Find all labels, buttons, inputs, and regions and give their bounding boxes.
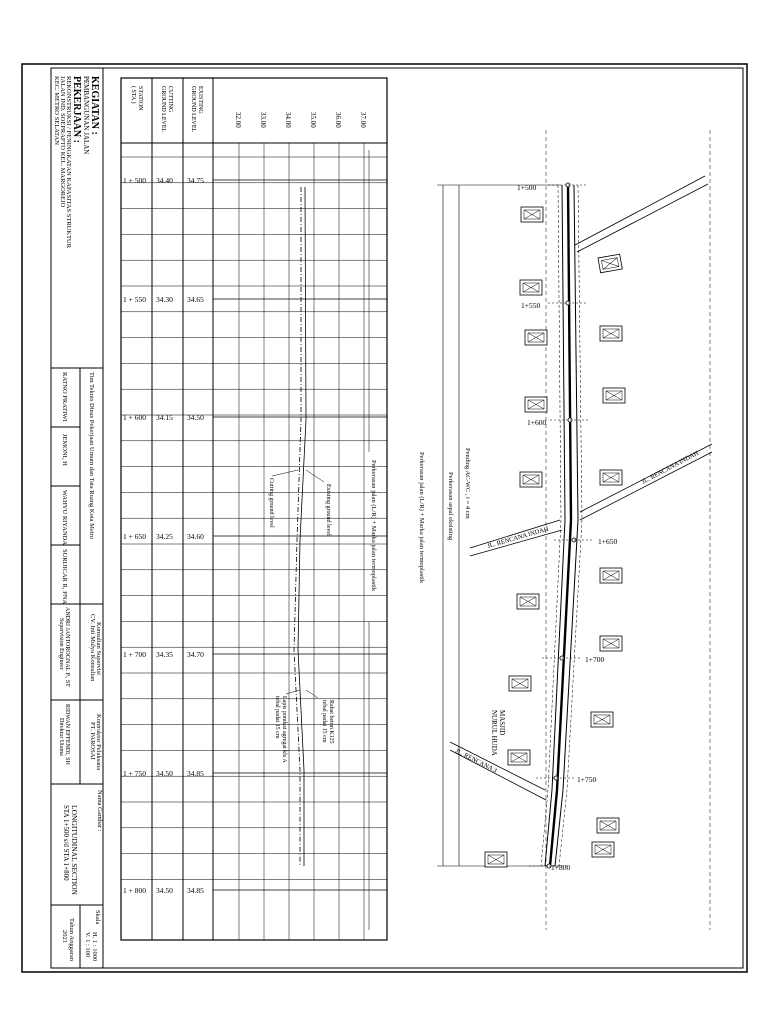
plan-station-label: 1+700 xyxy=(585,655,605,664)
plan-station-label: 1+650 xyxy=(598,537,618,546)
row-label-cutting: CUTTING xyxy=(167,86,173,113)
note-lapis: Lapis pondasi agregat kls A xyxy=(281,696,287,763)
contractor-line2: PT. PAROSAI xyxy=(89,722,96,760)
cutting-level-value: 34.50 xyxy=(156,886,173,895)
landmark-label: MASJID xyxy=(498,710,506,736)
elevation-ticks xyxy=(234,112,367,128)
title-block xyxy=(51,68,103,968)
elevation-tick-label: 34.00 xyxy=(284,112,292,128)
skala-h: H. 1 : 1000 xyxy=(91,932,98,962)
house-icon xyxy=(520,472,542,487)
house-icon xyxy=(521,207,543,222)
note-beton: Rabat beton K125 xyxy=(328,700,334,744)
row-label-existing: EXISTING xyxy=(197,86,203,114)
cutting-level-value: 34.30 xyxy=(156,295,173,304)
house-icon xyxy=(600,326,622,341)
plan-station-label: 1+750 xyxy=(577,775,597,784)
station-label: 1 + 650 xyxy=(123,532,146,541)
house-icon xyxy=(508,750,530,765)
elevation-tick-label: 33.00 xyxy=(259,112,267,128)
elevation-tick-label: 32.00 xyxy=(234,112,242,128)
tahun-value: 2021 xyxy=(61,930,68,943)
house-icon xyxy=(591,712,613,727)
house-icon xyxy=(525,330,547,345)
dinas-label: Tim Teknis Dinas Pekerjaan Umum dan Tata Ruang Kota Metro xyxy=(88,372,95,540)
existing-level-value: 34.75 xyxy=(187,176,204,185)
house-icon xyxy=(509,676,531,691)
existing-level-value: 34.60 xyxy=(187,532,204,541)
station-labels xyxy=(123,176,387,895)
plan-note-perkerasan: Perkerasan jalan (L/R) + Marka jalan termoplastik xyxy=(418,452,425,584)
cutting-level-value: 34.40 xyxy=(156,176,173,185)
existing-level-value: 34.70 xyxy=(187,650,204,659)
house-icon xyxy=(592,842,614,857)
house-icon xyxy=(525,397,547,412)
house-icon xyxy=(600,470,622,485)
row-label-station: ( STA ) xyxy=(130,86,136,104)
official-name: SURIJICAR R, PNA xyxy=(61,549,68,605)
existing-level-value: 34.50 xyxy=(187,413,204,422)
elevation-tick-label: 35.00 xyxy=(309,112,317,128)
house-icon xyxy=(598,254,622,273)
road-label: JL. RENCANA 3 xyxy=(454,747,498,775)
contractor-name: RIDWAN EFFENDI, SH xyxy=(64,704,70,765)
plan-note-pelebaran: Perkerasan aspal eksisting xyxy=(447,472,454,541)
row-label-station: STATION xyxy=(137,86,143,111)
station-label: 1 + 550 xyxy=(123,295,146,304)
house-icon xyxy=(603,388,625,403)
tahun-label: Tahun Anggaran xyxy=(68,918,75,962)
plan-view xyxy=(418,130,712,930)
elevation-tick-label: 36.00 xyxy=(334,112,342,128)
skala-label: Skala xyxy=(94,910,101,925)
cutting-level-value: 34.25 xyxy=(156,532,173,541)
house-icon xyxy=(600,568,622,583)
side-road-rencana-indah xyxy=(580,449,712,520)
row-label-existing: GROUND LEVEL xyxy=(190,86,196,133)
drawing-name-label: Nama Gambar : xyxy=(96,790,103,832)
station-label: 1 + 500 xyxy=(123,176,146,185)
drawing-title: LONGITUDINAL SECTION xyxy=(70,805,79,895)
row-label-cutting: GROUND LEVEL xyxy=(160,86,166,133)
house-icon xyxy=(597,818,619,833)
note-existing-ground: Existing ground level xyxy=(325,484,331,536)
plan-station-label: 1+500 xyxy=(517,183,537,192)
skala-v: V. 1 : 100 xyxy=(84,932,91,958)
supervisor-line2: CV. Inti Mulya Konsultan xyxy=(89,614,96,682)
landmark-label: NURUL HUDA xyxy=(490,710,498,756)
cutting-level-value: 34.35 xyxy=(156,650,173,659)
pekerjaan-line: JALAN IND. SOEPRAPTO KEL. MARGOREJO xyxy=(59,76,66,208)
pekerjaan-line: REKONSTRUKSI / PENINGKATAN KAPASITAS STRUKTUR xyxy=(65,76,72,249)
house-icon xyxy=(517,594,539,609)
cutting-level-value: 34.50 xyxy=(156,769,173,778)
plan-station-label: 1+550 xyxy=(521,301,541,310)
house-icon xyxy=(485,852,507,867)
plan-note-pending: Pending AC-WC , t = 4 cm xyxy=(464,448,471,519)
plan-station-label: 1+600 xyxy=(527,418,547,427)
contractor-line1: Kontraktor Pelaksana xyxy=(95,714,102,771)
profile-grid xyxy=(121,143,387,940)
road-edge-left xyxy=(545,185,565,866)
cutting-ground-line xyxy=(294,187,301,866)
road-label: JL. RENCANA INDAH xyxy=(640,449,700,486)
existing-level-value: 34.85 xyxy=(187,886,204,895)
elevation-tick-label: 37.00 xyxy=(359,112,367,128)
pekerjaan-line: KEC. METRO SELATAN xyxy=(53,76,60,145)
note-lapis: tebal padat 15 cm xyxy=(274,696,280,739)
drawing-range: STA 1+500 s/d STA 1+800 xyxy=(62,805,70,881)
supervisor-role: Supervision Engineer xyxy=(58,618,64,670)
existing-level-value: 34.85 xyxy=(187,769,204,778)
house-icon xyxy=(520,280,542,295)
existing-level-value: 34.65 xyxy=(187,295,204,304)
kegiatan-label: KEGIATAN : xyxy=(89,76,100,135)
contractor-role: Direktur Utama xyxy=(58,718,64,756)
station-label: 1 + 700 xyxy=(123,650,146,659)
official-name: RATNO PRATIWI xyxy=(61,372,68,422)
station-label: 1 + 750 xyxy=(123,769,146,778)
station-label: 1 + 600 xyxy=(123,413,146,422)
road-label: JL. RENCANA INDAH xyxy=(486,525,550,550)
supervisor-line1: Konsultan Supervisi xyxy=(95,622,102,675)
plan-station-label: 1+800 xyxy=(551,863,571,872)
note-beton: tebal padat 15 cm xyxy=(321,700,327,743)
profile-table xyxy=(121,78,387,940)
station-label: 1 + 800 xyxy=(123,886,146,895)
supervisor-name: ANDRI JANTOROGNAL P., ST xyxy=(64,607,70,687)
side-road xyxy=(575,176,705,245)
existing-ground-line xyxy=(298,187,306,866)
kegiatan-value: PEMBANGUNAN JALAN xyxy=(82,76,90,155)
official-name: JEMONI, H xyxy=(61,434,68,466)
official-name: WAHYU RIYANDA xyxy=(61,490,68,546)
note-cutting-ground: Cutting ground level xyxy=(268,478,274,528)
house-icon xyxy=(600,636,622,651)
profile-side-note: Perkerasan jalan (L/R) + Marka jalan termoplastik xyxy=(370,460,377,592)
cutting-level-value: 34.15 xyxy=(156,413,173,422)
pekerjaan-label: PEKERJAAN : xyxy=(71,76,82,143)
